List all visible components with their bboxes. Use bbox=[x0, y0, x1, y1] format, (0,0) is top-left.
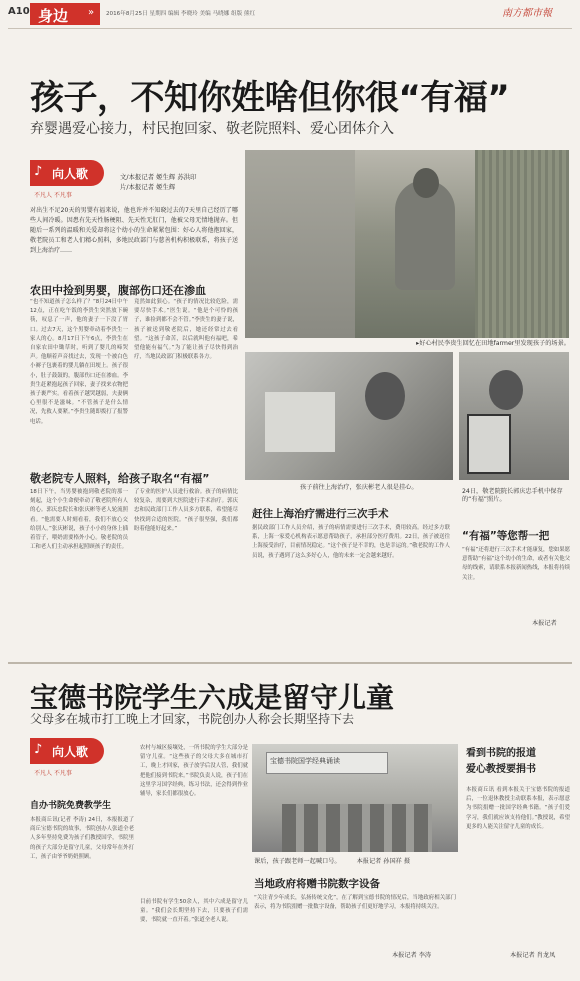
story2-sec-body: “关注青少年成长，弘扬传统文化”，在了解到宝德书院的情况后，当地政府相关部门表示，将为书院捐赠一批数字设备，帮助孩子们更好地学习，本报将持续关注。 bbox=[254, 895, 456, 911]
column-badge: ♪ 向人歌 不凡人 不凡事 bbox=[30, 160, 110, 205]
sec1-body: “也不知道孩子怎么样了？”8月24日中午12点，正在吃午饭的李贵生突然放下碗筷，叹息了一声，他的妻子一下没了胃口。过去7天，这个男婴牵动着李贵生一家人的心。8月17日下午6点，李贵生在自家农田中锄草时，听到了婴儿的啼哭声。他顺着声音找过去，发现一个被白色小褥子包裹着的婴儿躺在田埂上。孩子很小，肚子鼓鼓的，腹部伤口还在渗血。李贵生赶紧抱起孩子回家，妻子找来衣物把孩子裹严实。看着孩子越哭越弱，夫妻俩心里很不是滋味。“不管孩子是什么情况，先救人要紧。”李贵生随即拨打了报警电话。 bbox=[30, 299, 128, 425]
photo2-caption: 孩子前往上海治疗，张庆彬老人很是挂心。 bbox=[300, 484, 418, 491]
caption-marker-icon: ▸ bbox=[416, 340, 420, 347]
story2-sec-title: 当地政府将赠书院数字设备 bbox=[254, 878, 380, 890]
story2-headline: 宝德书院学生六成是留守儿童 bbox=[30, 681, 395, 714]
classroom-photo bbox=[252, 744, 458, 852]
sec3-body: 据民政部门工作人员介绍，孩子的病情需要进行三次手术，费用较高。经过多方联系，上海一家爱心机构表示愿意帮助孩子，承担部分医疗费用。22日，孩子被送往上海接受治疗，目前情况稳定。“这个孩子是不幸的，也是幸运的。”敬老院的工作人员说，孩子遇到了这么多好心人，他的未来一定会越来越好。 bbox=[252, 525, 450, 559]
sec1-title: 农田中捡到男婴，腹部伤口还在渗血 bbox=[30, 284, 206, 297]
sec1-body2: 竟然如此狠心。“孩子的情况比较危险，需要尽快手术。”医生说。“他是个可怜的孩子，谁捡到都不会不管。”李贵生的妻子说，孩子被送到敬老院后，她还经常过去看望。“这孩子命苦，以后就叫他有福吧，希望他能有福气。”为了能让孩子尽快得到治疗，当地民政部门积极联系各方。 bbox=[134, 299, 238, 361]
story2-mid-body2: 目前书院有学生50余人，其中六成是留守儿童。“我们会长期坚持下去，只要孩子们需要，书院就一直开着。”张道全老人说。 bbox=[140, 899, 248, 924]
column-badge-2: ♪ 向人歌 不凡人 不凡事 bbox=[30, 738, 110, 783]
phone-photo bbox=[459, 352, 569, 480]
story2-left-title: 自办书院免费教学生 bbox=[30, 801, 112, 811]
page-number: A10 bbox=[8, 6, 30, 17]
story-divider bbox=[8, 662, 572, 664]
sec2-body: 18日下午，当男婴被抱到敬老院的那一刻起，这个小生命便牵动了敬老院所有人的心。郭庆忠院长和张庆彬等老人轮流照看。“他需要人时刻看着，我们不放心交给别人。”张庆彬说，孩子小小的身体上插着管子，喂奶需要格外小心。敬老院的员工和老人们主动承担起照顾孩子的责任。 bbox=[30, 489, 128, 551]
photo3-caption: 24日，敬老院院长郭庆忠手机中保存的“有福”照片。 bbox=[462, 488, 563, 503]
story2-sec-sign: 本报记者 李涛 bbox=[392, 952, 432, 959]
story2-left-body: 本报商丘讯(记者 李涛) 24日，本报报道了商丘宝德书院的故事，书院创办人张道全老人多年坚持免费为孩子们教授国学，书院里的孩子大部分是留守儿童，父母常年在外打工，孩子由爷爷奶奶照顾。 bbox=[30, 817, 134, 860]
brand-logo: 南方都市報 bbox=[502, 8, 552, 19]
story2-subhead: 父母多在城市打工晚上才回家，书院创办人称会长期坚持下去 bbox=[30, 712, 355, 726]
byline: 文/本报记者 姬生辉 苏洪印 片/本报记者 姬生辉 bbox=[120, 173, 197, 191]
story2-mid-body: 农村与城区接壤处，一所书院的学生大部分是留守儿童。“这些孩子的父母大多在城市打工，晚上才回家，孩子放学后没人管，我们就把他们接到书院来。”书院负责人说，孩子们在这里学习国学经典，练习书法，还会得到作业辅导，家长们都很放心。 bbox=[140, 745, 248, 798]
story1-lede: 对出生不足20天的男婴有福来说，他也许并不知晓过去的7天里自己经历了哪些人间冷暖。因患有先天性肠梗阻、先天性无肛门，他被父母无情地抛弃。但随后一系列的温暖和关爱却将这个幼小的生命紧紧包围：好心人将他抱回家，敬老院员工和老人们精心照料，多地民政部门与慈善机构积极联系，将孩子送到上海治疗…… bbox=[30, 207, 238, 254]
sec2-title: 敬老院专人照料，给孩子取名“有福” bbox=[30, 472, 210, 485]
side-title: “有福”等您帮一把 bbox=[462, 530, 550, 542]
header-meta: 2016年8月25日 星期四 编辑 李晓玲 美编 马晓娜 组版 熊红 bbox=[106, 11, 256, 17]
section-tab bbox=[30, 3, 100, 25]
story2-right-body: 本报商丘讯 看到本报关于宝德书院的报道后，一位退休教授主动联系本报，表示愿意为书院捐赠一批国学经典书籍。“孩子们爱学习，我们就应该支持他们。”教授说，希望更多的人能关注留守儿童的成长。 bbox=[466, 787, 570, 830]
story1-subhead: 弃婴遇爱心接力，村民抱回家、敬老院照料、爱心团体介入 bbox=[30, 121, 394, 137]
story1-headline: 孩子，不知你姓啥但你很“有福” bbox=[30, 78, 510, 118]
story2-right-title: 看到书院的报道 爱心教授要捐书 bbox=[466, 748, 536, 775]
story2-photo-caption: 课后，孩子跟老师一起喊口号。 本报记者 孙国祥 摄 bbox=[254, 858, 411, 865]
music-note-icon: ♪ bbox=[34, 164, 43, 179]
side-body: “有福”还将进行三次手术才能康复，您如果愿意帮助“有福”这个幼小的生命，或者有关他父母的线索，请联系本报新闻热线，本报将持续关注。 bbox=[462, 547, 570, 581]
photo1-caption: ▸好心村民李贵生回忆在田地farmer里发现孩子的场景。 bbox=[416, 340, 570, 347]
classroom-banner: 宝德书院国学经典诵读 bbox=[270, 757, 340, 765]
elderly-man-photo bbox=[245, 352, 453, 480]
story2-right-sign: 本报记者 肖龙凤 bbox=[510, 952, 556, 959]
farmer-photo bbox=[245, 150, 569, 338]
chevron-right-icon: » bbox=[88, 7, 95, 18]
side-sign: 本报记者 bbox=[532, 620, 557, 627]
sec3-title: 赶往上海治疗需进行三次手术 bbox=[252, 508, 389, 520]
section-title: 身边 bbox=[38, 7, 69, 25]
sec2-body2: 了专业的医护人员进行救治。孩子的病情比较复杂，需要到大医院进行手术治疗。郭庆忠和民政部门工作人员多方联系，希望能尽快找到合适的医院。“孩子很坚强，我们都盼着他能好起来。” bbox=[134, 489, 238, 532]
page-header bbox=[0, 0, 580, 36]
music-note-icon: ♪ bbox=[34, 742, 43, 757]
